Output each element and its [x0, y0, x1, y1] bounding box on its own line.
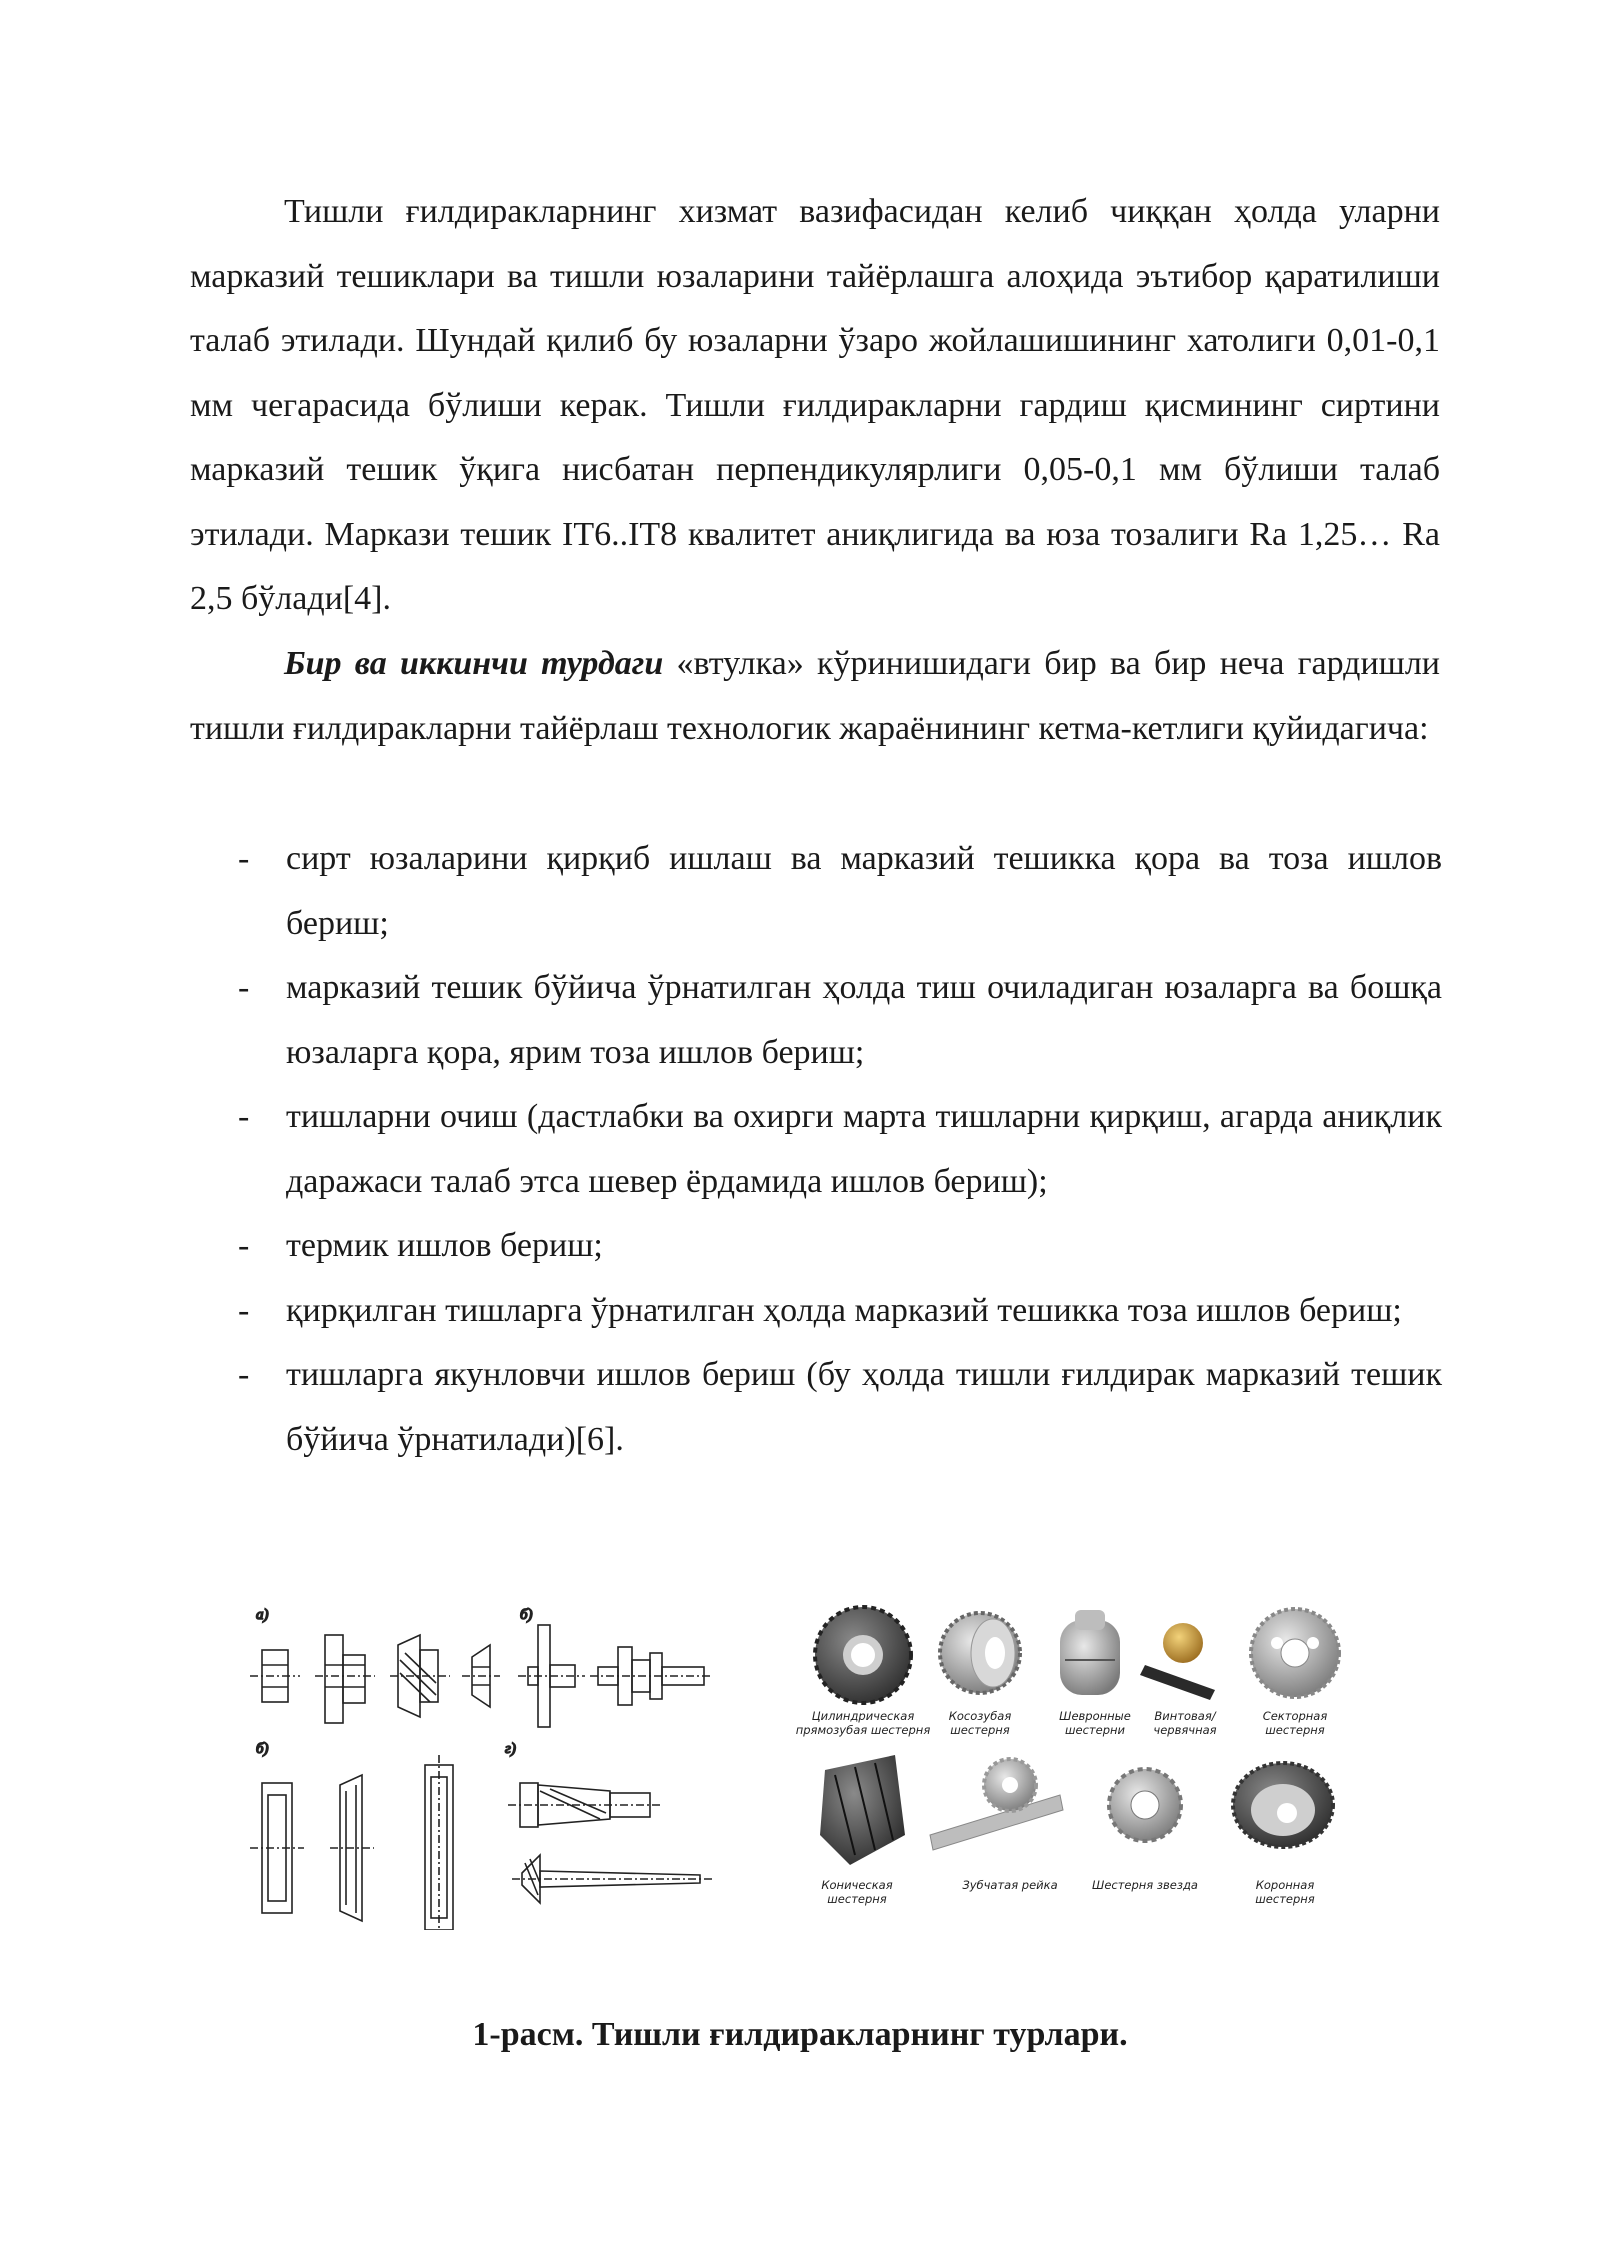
process-steps-list — [190, 827, 1442, 1472]
paragraph-1: Тишли ғилдиракларнинг хизмат вазифасидан келиб чиққан ҳолда уларни марказий тешиклари ва тишли юзаларини тайёрлашга алоҳида эътибор қаратилиши талаб этилади. Шундай қилиб бу юзаларни ўзаро жойлашишининг хатолиги 0,01-0,1 мм чегарасида бўлиши керак. Тишли ғилдиракларни гардиш қисмининг сиртини марказий тешик ўқига нисбатан перпендикулярлиги 0,05-0,1 мм бўлиши талаб этилади. Маркази тешик IT6..IT8 квалитет аниқлигида ва юза тозалиги Ra 1,25… Ra 2,5 бўлади[4]. — [190, 193, 1440, 617]
list-item — [190, 827, 1442, 956]
paragraph-2-rest: «втулка» кўринишидаги бир ва бир неча гардишли тишли ғилдиракларни тайёрлаш технологик жараёнининг кетма-кетлиги қуйидагича: — [190, 645, 1440, 747]
label-worm-2: червячная — [1153, 1723, 1217, 1737]
list-dash: - — [238, 840, 250, 877]
gear-drawings-figure — [250, 1605, 720, 1930]
worm-gear-image — [1140, 1623, 1215, 1700]
label-sector-1: Секторная — [1262, 1709, 1328, 1723]
label-herringbone-1: Шевронные — [1059, 1709, 1131, 1723]
gear-types-catalog — [795, 1605, 1375, 1930]
list-item-text: тишларни очиш (дастлабки ва охирги марта тишларни қирқиш, агарда аниқлик даражаси талаб этса шевер ёрдамида ишлов бериш); — [286, 1098, 1442, 1200]
list-item-text: қирқилган тишларга ўрнатилган ҳолда марказий тешикка тоза ишлов бериш; — [286, 1291, 1402, 1329]
multi-gear-shaft-drawing — [590, 1647, 712, 1705]
figure-letter-a: а) — [256, 1607, 269, 1623]
crown-gear-image — [1233, 1763, 1333, 1847]
list-dash: - — [238, 1291, 250, 1329]
catalog-labels-row-2 — [821, 1878, 1314, 1906]
list-dash: - — [238, 1098, 250, 1135]
list-item — [190, 956, 1442, 1085]
label-rack: Зубчатая рейка — [962, 1878, 1058, 1892]
label-spur-1: Цилиндрическая — [811, 1709, 915, 1723]
list-dash: - — [238, 969, 250, 1006]
label-crown-1: Коронная — [1255, 1878, 1315, 1892]
pinion-shaft-drawing — [512, 1855, 712, 1903]
figure-letter-v: б) — [256, 1741, 269, 1757]
label-worm-1: Винтовая/ — [1154, 1709, 1216, 1723]
spur-gear-drawing — [250, 1650, 300, 1702]
figure-letter-b: б) — [520, 1607, 533, 1623]
spur-gear-image — [815, 1607, 911, 1703]
label-sector-2: шестерня — [1265, 1723, 1325, 1737]
bevel-gear-drawing — [462, 1645, 500, 1707]
long-shaft-drawing — [508, 1783, 662, 1827]
list-item — [190, 1343, 1442, 1472]
list-item-text: термик ишлов бериш; — [286, 1227, 603, 1264]
hatched-gear-drawing — [390, 1635, 450, 1717]
list-item — [190, 1214, 1442, 1279]
label-helical-2: шестерня — [950, 1723, 1010, 1737]
hub-gear-drawing — [315, 1635, 375, 1723]
ring-gear-drawing-1 — [250, 1783, 304, 1913]
shaft-gear-drawing — [518, 1625, 585, 1727]
label-herringbone-2: шестерни — [1065, 1723, 1125, 1737]
catalog-labels-row-1 — [796, 1709, 1328, 1737]
herringbone-gear-image — [1060, 1610, 1120, 1695]
list-dash: - — [238, 1227, 250, 1264]
ring-gear-drawing-3 — [425, 1755, 453, 1930]
label-bevel-1: Коническая — [821, 1878, 893, 1892]
label-bevel-2: шестерня — [827, 1892, 887, 1906]
list-item-text: сирт юзаларини қирқиб ишлаш ва марказий тешикка қора ва тоза ишлов бериш; — [286, 840, 1442, 942]
list-item-text: тишларга якунловчи ишлов бериш (бу ҳолда тишли ғилдирак марказий тешик бўйича ўрнатилади)[6]. — [286, 1356, 1442, 1458]
bevel-gear-image — [820, 1755, 905, 1865]
sector-gear-image — [1251, 1609, 1339, 1697]
list-dash: - — [238, 1356, 250, 1393]
list-item — [190, 1085, 1442, 1214]
figure-caption: 1-расм. Тишли ғилдиракларнинг турлари. — [472, 2016, 1128, 2053]
sprocket-gear-image — [1109, 1769, 1181, 1841]
gear-rack-image — [930, 1759, 1063, 1850]
figure-letter-g: г) — [505, 1741, 516, 1757]
ring-gear-drawing-2 — [330, 1775, 374, 1921]
label-crown-2: шестерня — [1255, 1892, 1315, 1906]
list-item — [190, 1279, 1442, 1344]
label-spur-2: прямозубая шестерня — [795, 1723, 931, 1737]
list-item-text: марказий тешик бўйича ўрнатилган ҳолда тиш очиладиган юзаларга ва бошқа юзаларга қора, ярим тоза ишлов бериш; — [286, 969, 1442, 1071]
helical-gear-image — [940, 1613, 1020, 1693]
paragraph-2-lead: Бир ва иккинчи турдаги — [284, 645, 664, 682]
label-helical-1: Косозубая — [948, 1709, 1012, 1723]
label-sprocket: Шестерня звезда — [1092, 1878, 1198, 1892]
paragraph-2 — [190, 632, 1440, 761]
